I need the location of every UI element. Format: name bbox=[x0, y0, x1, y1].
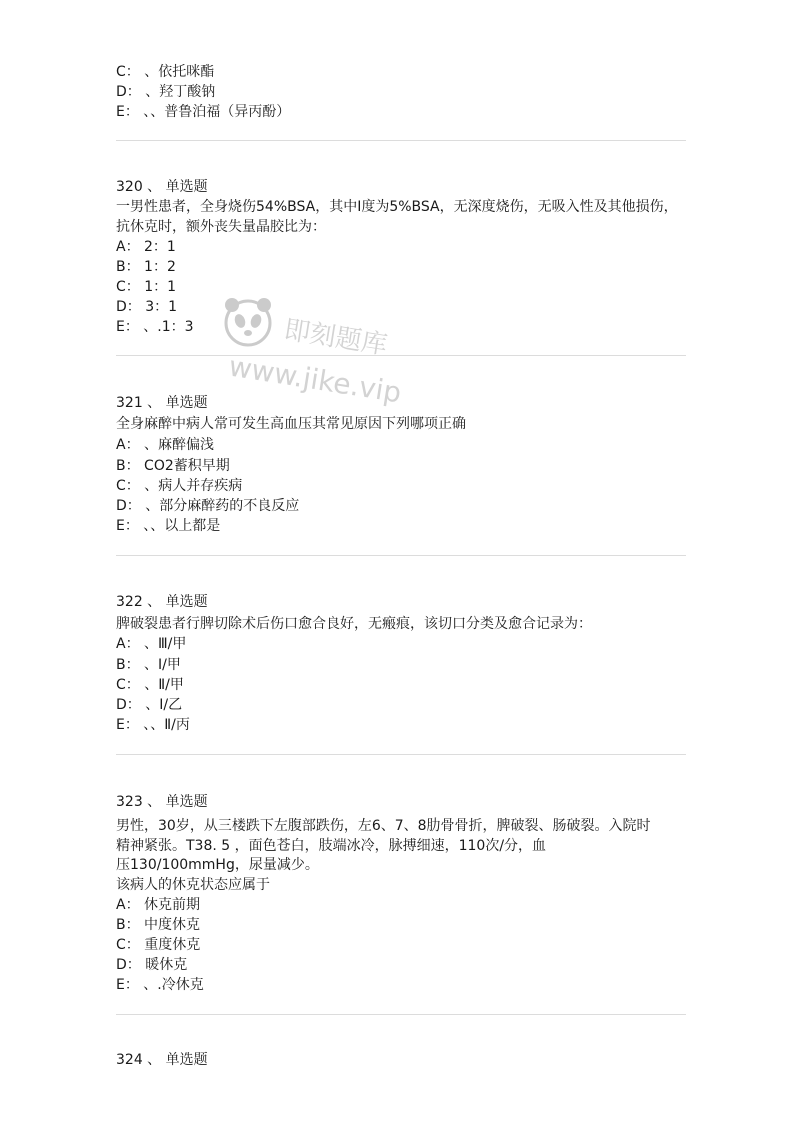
question-stem: 压130/100mmHg，尿量减少。 bbox=[116, 857, 319, 873]
watermark-url: www.jike.vip bbox=[226, 349, 404, 410]
option-b: B： 1：2 bbox=[116, 259, 176, 275]
question-divider bbox=[116, 754, 686, 755]
option-e: E： 、.1：3 bbox=[116, 319, 194, 335]
option-a: A： 、Ⅲ/甲 bbox=[116, 636, 187, 652]
option-c: C： 、Ⅱ/甲 bbox=[116, 677, 184, 693]
option-c: C： 、依托咪酯 bbox=[116, 64, 215, 80]
question-stem: 全身麻醉中病人常可发生高血压其常见原因下列哪项正确 bbox=[116, 416, 466, 432]
question-stem: 该病人的休克状态应属于 bbox=[116, 877, 270, 893]
panda-icon bbox=[220, 293, 276, 349]
option-c: C： 1：1 bbox=[116, 279, 177, 295]
option-d: D： 、羟丁酸钠 bbox=[116, 84, 216, 100]
question-stem: 脾破裂患者行脾切除术后伤口愈合良好，无瘢痕，该切口分类及愈合记录为： bbox=[116, 616, 592, 632]
option-e: E： 、、普鲁泊福（异丙酚） bbox=[116, 104, 291, 120]
option-d: D： 3：1 bbox=[116, 299, 178, 315]
watermark-brand: 即刻题库 bbox=[281, 315, 390, 361]
question-stem: 精神紧张。T38. 5 ，面色苍白，肢端冰冷，脉搏细速，110次/分，血 bbox=[116, 838, 547, 854]
question-stem: 男性，30岁，从三楼跌下左腹部跌伤，左6、7、8肋骨骨折，脾破裂、肠破裂。入院时 bbox=[116, 818, 651, 834]
question-header: 322 、 单选题 bbox=[116, 594, 208, 610]
option-e: E： 、.冷休克 bbox=[116, 977, 204, 993]
option-c: C： 重度休克 bbox=[116, 937, 201, 953]
option-d: D： 、Ⅰ/乙 bbox=[116, 697, 183, 713]
option-d: D： 、部分麻醉药的不良反应 bbox=[116, 498, 300, 514]
option-e: E： 、、以上都是 bbox=[116, 518, 221, 534]
question-divider bbox=[116, 140, 686, 141]
option-a: A： 、麻醉偏浅 bbox=[116, 437, 215, 453]
question-divider bbox=[116, 555, 686, 556]
question-header: 323 、 单选题 bbox=[116, 794, 208, 810]
option-a: A： 2：1 bbox=[116, 239, 176, 255]
question-header: 320 、 单选题 bbox=[116, 179, 208, 195]
question-divider bbox=[116, 1014, 686, 1015]
question-stem: 抗休克时，额外丧失量晶胶比为： bbox=[116, 219, 326, 235]
option-b: B： 、Ⅰ/甲 bbox=[116, 657, 181, 673]
option-c: C： 、病人并存疾病 bbox=[116, 478, 243, 494]
option-d: D： 暖休克 bbox=[116, 957, 188, 973]
option-e: E： 、、Ⅱ/丙 bbox=[116, 717, 190, 733]
question-stem: 一男性患者，全身烧伤54%BSA，其中I度为5%BSA，无深度烧伤，无吸入性及其他损伤， bbox=[116, 199, 678, 215]
watermark bbox=[212, 285, 432, 425]
option-b: B： CO2蓄积早期 bbox=[116, 458, 230, 474]
option-a: A： 休克前期 bbox=[116, 897, 201, 913]
option-b: B： 中度休克 bbox=[116, 917, 201, 933]
question-header: 321 、 单选题 bbox=[116, 395, 208, 411]
question-header: 324 、 单选题 bbox=[116, 1052, 208, 1068]
